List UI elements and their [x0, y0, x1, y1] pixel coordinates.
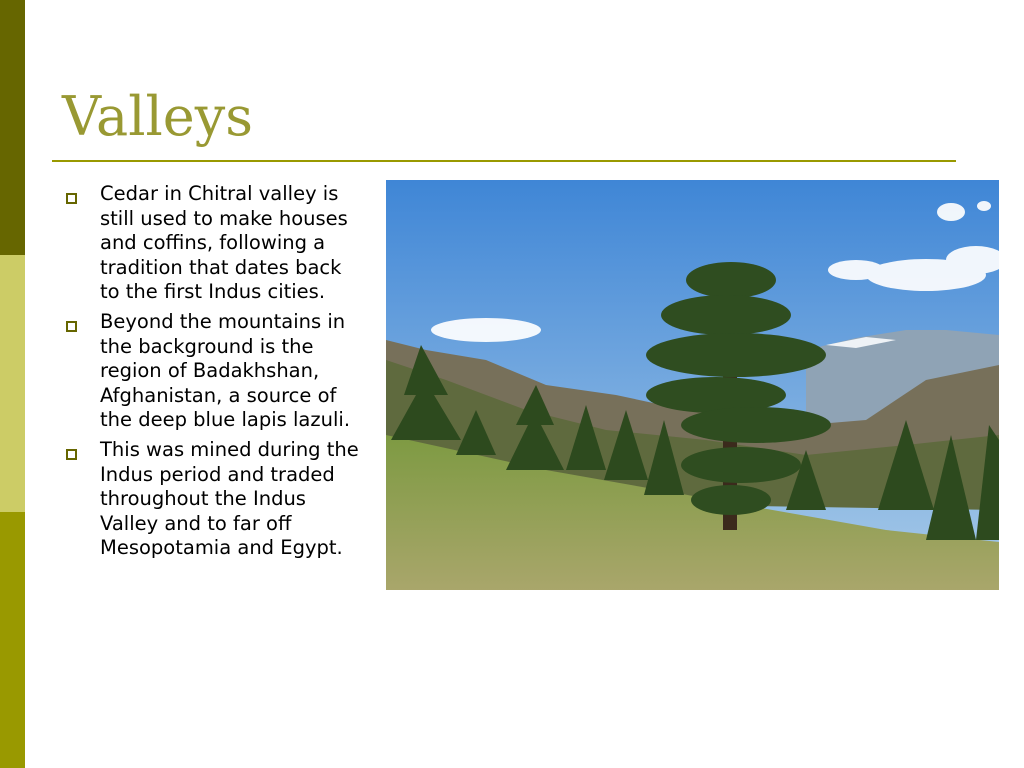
sidebar-band-top	[0, 0, 25, 255]
bullet-item	[62, 438, 362, 561]
sidebar-band-bottom	[0, 512, 25, 768]
bullet-item	[62, 310, 362, 433]
hollow-square-bullet-icon	[66, 449, 77, 460]
bullet-list	[62, 182, 362, 566]
sidebar-band-middle	[0, 255, 25, 512]
slide-title: Valleys	[62, 85, 253, 148]
hollow-square-bullet-icon	[66, 321, 77, 332]
bullet-item	[62, 182, 362, 305]
bullet-text: This was mined during the Indus period and traded throughout the Indus Valley and to far off Mesopotamia and Egypt.	[100, 437, 359, 560]
bullet-text: Beyond the mountains in the background is the region of Badakhshan, Afghanistan, a source of the deep blue lapis lazuli.	[100, 309, 351, 432]
hollow-square-bullet-icon	[66, 193, 77, 204]
title-divider	[52, 160, 956, 162]
bullet-text: Cedar in Chitral valley is still used to make houses and coffins, following a tradition that dates back to the first Indus cities.	[100, 182, 348, 304]
cedar-valley-photo	[386, 180, 999, 590]
